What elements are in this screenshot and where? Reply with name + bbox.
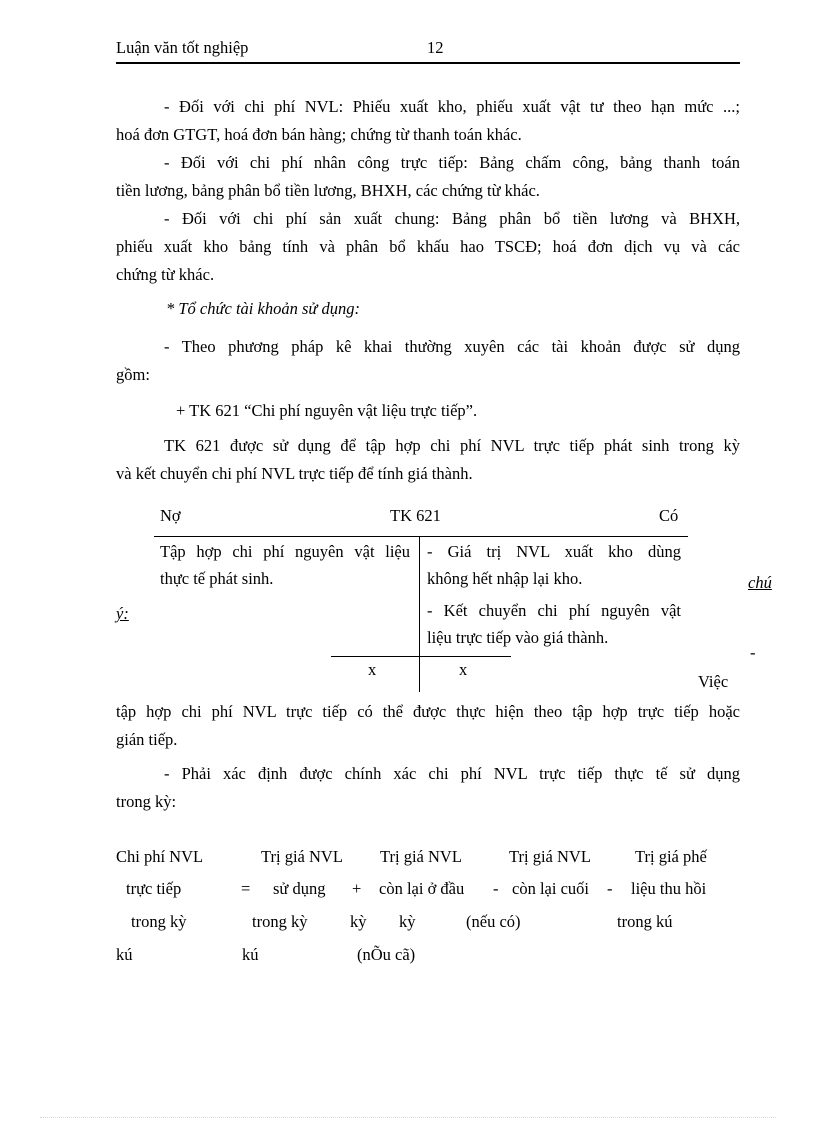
credit1-line-2: không hết nhập lại kho. — [427, 569, 583, 588]
running-header-title: Luận văn tốt nghiệp — [116, 38, 249, 57]
credit2-line-2: liệu trực tiếp vào giá thành. — [427, 628, 609, 647]
formula-c1-r1: Chi phí NVL — [116, 847, 204, 866]
word-viec: Việc — [698, 672, 729, 691]
formula-c2-r3: trong kỳ — [252, 912, 308, 931]
para-overhead-line-3: chứng từ khác. — [116, 265, 215, 284]
t-account-top-rule — [154, 536, 688, 537]
formula-c2-r4: kú — [242, 945, 259, 964]
para-overhead-line-1: - Đối với chi phí sản xuất chung: Bảng phân bổ tiền lương và BHXH, — [164, 209, 740, 228]
formula-minus-1: - — [493, 879, 499, 898]
determine-line-1: - Phải xác định được chính xác chi phí NVL trực tiếp thực tế sử dụng — [164, 764, 740, 783]
formula-c4-r3: kỳ — [399, 912, 416, 931]
para-labor-line-2: tiền lương, bảng phân bổ tiền lương, BHXH, các chứng từ khác. — [116, 181, 540, 200]
account-item-tk621: + TK 621 “Chi phí nguyên vật liệu trực tiếp”. — [176, 401, 478, 420]
formula-c5-r1: Trị giá phế — [635, 847, 707, 866]
t-account-debit-label: Nợ — [160, 506, 181, 525]
formula-c5-r4: (nÕu cã) — [357, 945, 416, 964]
formula-c4-r1: Trị giá NVL — [509, 847, 591, 866]
t-account-debit-total: x — [368, 660, 377, 679]
formula-c3-r1: Trị giá NVL — [380, 847, 462, 866]
formula-c1-r3: trong kỳ — [131, 912, 187, 931]
formula-c3-r2: còn lại ở đầu — [379, 879, 465, 898]
debit-line-1: Tập hợp chi phí nguyên vật liệu — [160, 542, 410, 561]
debit-line-2: thực tế phát sinh. — [160, 569, 274, 588]
method-line-1: - Theo phương pháp kê khai thường xuyên các tài khoản được sử dụng — [164, 337, 740, 356]
credit2-line-1: - Kết chuyển chi phí nguyên vật — [427, 601, 681, 620]
after-table-line-2: gián tiếp. — [116, 730, 178, 749]
formula-c5-r3: (nếu có) — [466, 912, 521, 931]
t-account-center-rule — [419, 537, 420, 692]
para-labor-line-1: - Đối với chi phí nhân công trực tiếp: Bảng chấm công, bảng thanh toán — [164, 153, 740, 172]
formula-c5-r2: liệu thu hồi — [631, 879, 707, 898]
t-account-total-rule — [331, 656, 511, 657]
t-account-title: TK 621 — [390, 506, 441, 525]
t-account-credit-entry-1 — [427, 538, 681, 592]
t-account-credit-entry-2 — [427, 597, 681, 651]
t-account-credit-total: x — [459, 660, 468, 679]
note-fragment-y: ý: — [116, 604, 129, 623]
t-account-debit-entry — [160, 538, 410, 592]
tk621-line-2: và kết chuyển chi phí NVL trực tiếp để tính giá thành. — [116, 464, 473, 483]
tk621-line-1: TK 621 được sử dụng để tập hợp chi phí NVL trực tiếp phát sinh trong kỳ — [164, 436, 740, 455]
para-nvl-line-2: hoá đơn GTGT, hoá đơn bán hàng; chứng từ thanh toán khác. — [116, 125, 522, 144]
formula-c1-r2: trực tiếp — [126, 879, 182, 898]
formula-equals: = — [241, 879, 251, 898]
para-overhead-line-2: phiếu xuất kho bảng tính và phân bổ khấu hao TSCĐ; hoá đơn dịch vụ và các — [116, 237, 740, 256]
after-table-line-1: tập hợp chi phí NVL trực tiếp có thể được thực hiện theo tập hợp trực tiếp hoặc — [116, 702, 740, 721]
dash-fragment: - — [750, 643, 756, 662]
formula-minus-2: - — [607, 879, 613, 898]
note-fragment-chu: chú — [748, 573, 772, 592]
t-account-credit-label: Có — [659, 506, 679, 525]
formula-c2-r1: Trị giá NVL — [261, 847, 343, 866]
section-heading: * Tổ chức tài khoản sử dụng: — [166, 299, 360, 318]
formula-plus: + — [352, 879, 362, 898]
credit1-line-1: - Giá trị NVL xuất kho dùng — [427, 542, 681, 561]
formula-c3-r3: kỳ — [350, 912, 367, 931]
formula-c6-trailing: trong kú — [617, 912, 673, 931]
formula-c4-r2: còn lại cuối — [512, 879, 589, 898]
header-rule — [116, 62, 740, 64]
formula-c1-r4: kú — [116, 945, 133, 964]
method-line-2: gồm: — [116, 365, 150, 384]
determine-line-2: trong kỳ: — [116, 792, 177, 811]
para-nvl-line-1: - Đối với chi phí NVL: Phiếu xuất kho, phiếu xuất vật tư theo hạn mức ...; — [164, 97, 740, 116]
footer-dotted-rule — [40, 1117, 776, 1118]
page-number: 12 — [427, 38, 444, 57]
formula-c2-r2: sử dụng — [273, 879, 326, 898]
